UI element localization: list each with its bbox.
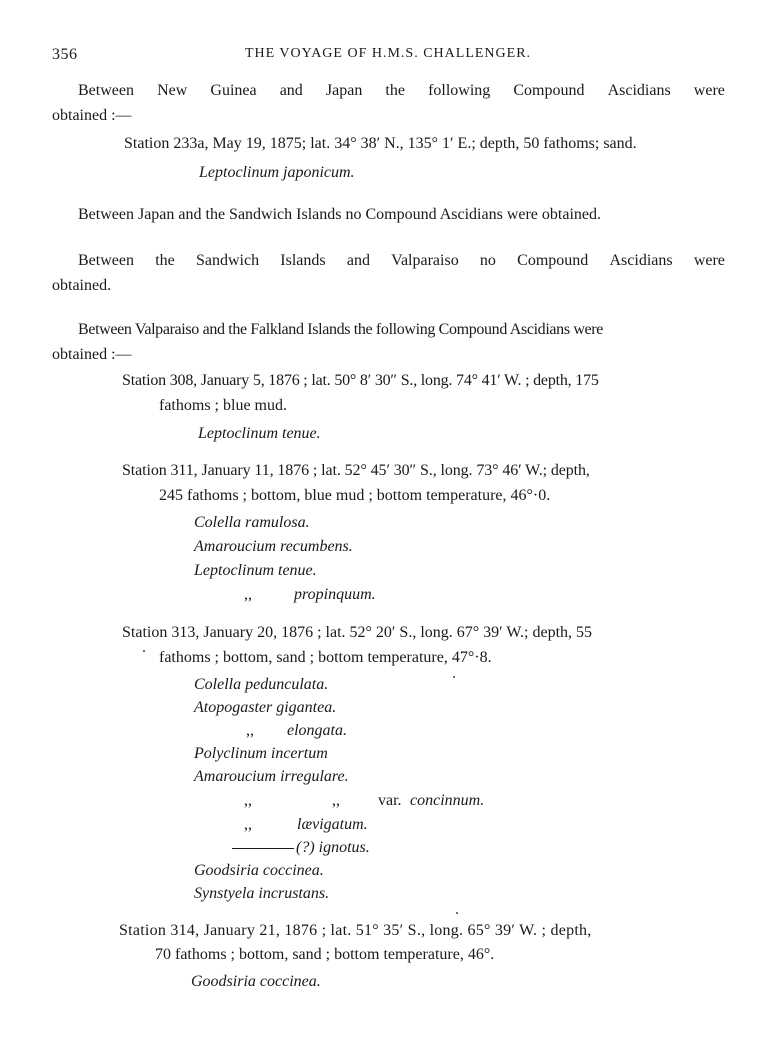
species-ignotus: (?) ignotus. xyxy=(296,839,370,856)
ng-japan-intro-line2: obtained :— xyxy=(52,107,132,124)
ditto-mark-313-a: ,, xyxy=(246,722,254,739)
station-308-line1: Station 308, January 5, 1876 ; lat. 50° 8′ 30″ S., long. 74° 41′ W. ; depth, 175 xyxy=(122,372,599,389)
station-233a: Station 233a, May 19, 1875; lat. 34° 38′ N., 135° 1′ E.; depth, 50 fathoms; sand. xyxy=(124,135,637,152)
species-synstyela-incrustans: Synstyela incrustans. xyxy=(194,885,330,902)
ditto-mark-311: ,, xyxy=(244,586,252,603)
species-leptoclinum-tenue-311: Leptoclinum tenue. xyxy=(194,562,317,579)
ng-japan-intro-line1: Between New Guinea and Japan the following Compound Ascidians were xyxy=(78,82,725,99)
valparaiso-falkland-intro-line1: Between Valparaiso and the Falkland Islands the following Compound Ascidians were xyxy=(78,321,604,338)
speck xyxy=(453,676,455,678)
species-leptoclinum-japonicum: Leptoclinum japonicum. xyxy=(199,164,355,181)
sandwich-valparaiso-line2: obtained. xyxy=(52,277,112,294)
station-308-line2: fathoms ; blue mud. xyxy=(159,397,287,414)
species-var-concinnum: concinnum. xyxy=(410,792,485,809)
station-311-line1: Station 311, January 11, 1876 ; lat. 52° 45′ 30″ S., long. 73° 46′ W.; depth, xyxy=(122,462,590,479)
station-313-line2: fathoms ; bottom, sand ; bottom temperature, 47°·8. xyxy=(159,649,492,666)
species-laevigatum: lævigatum. xyxy=(297,816,368,833)
running-title: THE VOYAGE OF H.M.S. CHALLENGER. xyxy=(244,46,532,61)
ditto-mark-313-b1: ,, xyxy=(244,792,252,809)
sandwich-valparaiso-line1: Between the Sandwich Islands and Valparaiso no Compound Ascidians were xyxy=(78,252,725,269)
japan-sandwich-text: Between Japan and the Sandwich Islands no Compound Ascidians were obtained. xyxy=(78,206,601,223)
species-leptoclinum-tenue-308: Leptoclinum tenue. xyxy=(198,425,321,442)
species-atopogaster-gigantea: Atopogaster gigantea. xyxy=(194,699,337,716)
species-amaroucium-recumbens: Amaroucium recumbens. xyxy=(194,538,353,555)
var-prefix: var. xyxy=(378,792,402,809)
species-colella-ramulosa: Colella ramulosa. xyxy=(194,514,310,531)
species-amaroucium-irregulare: Amaroucium irregulare. xyxy=(194,768,349,785)
species-goodsiria-coccinea-313: Goodsiria coccinea. xyxy=(194,862,324,879)
speck xyxy=(456,912,458,914)
species-colella-pedunculata: Colella pedunculata. xyxy=(194,676,329,693)
station-314-line2: 70 fathoms ; bottom, sand ; bottom temperature, 46°. xyxy=(155,946,495,963)
species-elongata: elongata. xyxy=(287,722,347,739)
species-goodsiria-coccinea-314: Goodsiria coccinea. xyxy=(191,973,321,990)
ditto-mark-313-c: ,, xyxy=(244,816,252,833)
species-polyclinum-incertum: Polyclinum incertum xyxy=(194,745,328,762)
dash-rule xyxy=(232,848,294,849)
page-number: 356 xyxy=(52,46,78,63)
speck xyxy=(143,650,145,652)
species-propinquum: propinquum. xyxy=(294,586,376,603)
valparaiso-falkland-intro-line2: obtained :— xyxy=(52,346,132,363)
ditto-mark-313-b2: ,, xyxy=(332,792,340,809)
station-314-line1: Station 314, January 21, 1876 ; lat. 51° 35′ S., long. 65° 39′ W. ; depth, xyxy=(119,922,592,939)
station-313-line1: Station 313, January 20, 1876 ; lat. 52° 20′ S., long. 67° 39′ W.; depth, 55 xyxy=(122,624,593,641)
station-311-line2: 245 fathoms ; bottom, blue mud ; bottom temperature, 46°·0. xyxy=(159,487,551,504)
